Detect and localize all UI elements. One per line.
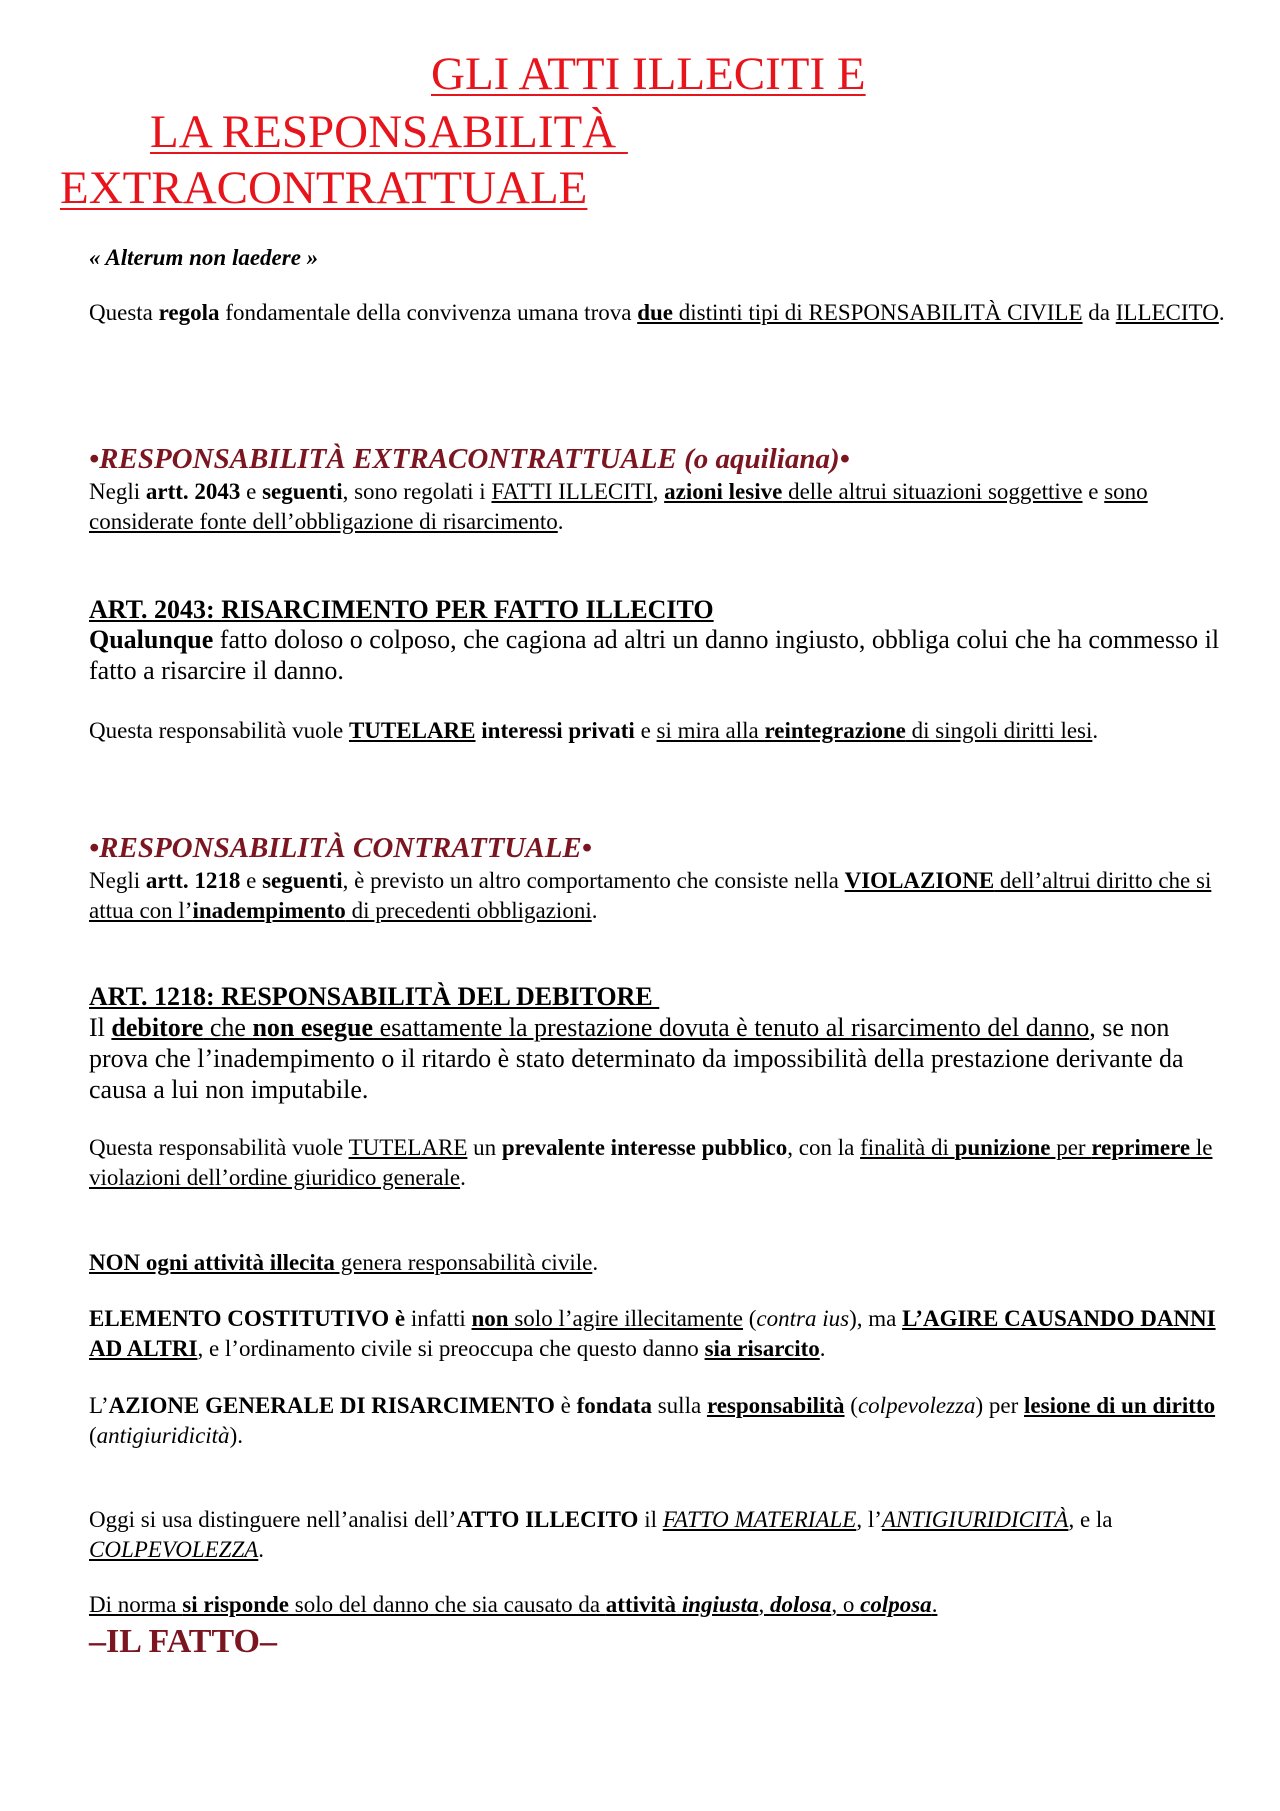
motto: « Alterum non laedere »: [89, 245, 319, 270]
text-run: fatto doloso o colposo, che cagiona ad altri un danno ingiusto, obbliga colui che ha commesso il fatto a risarcire il danno.: [89, 625, 1220, 685]
text-run: ,: [758, 1592, 771, 1617]
text-run: regola: [158, 300, 220, 325]
text-run: .: [931, 1592, 938, 1617]
text-run: NON ogni attività illecita: [89, 1250, 335, 1275]
text-run: (: [743, 1306, 757, 1331]
text-run: solo del danno che sia causato da: [289, 1592, 606, 1617]
text-run: e: [240, 479, 263, 504]
text-run: ingiusta: [676, 1592, 759, 1617]
text-run: delle altrui situazioni soggettive: [782, 479, 1083, 504]
text-run: due: [637, 300, 673, 325]
text-run: infatti: [405, 1306, 472, 1331]
text-run: AZIONE GENERALE DI RISARCIMENTO: [108, 1393, 555, 1418]
text-run: da: [1082, 300, 1116, 325]
text-run: , e la: [1068, 1507, 1113, 1532]
title-line-2: LA RESPONSABILITÀ: [150, 106, 628, 158]
text-run: lesione di un diritto: [1024, 1393, 1216, 1418]
text-run: antigiuridicità: [96, 1423, 230, 1448]
text-run: e: [240, 868, 263, 893]
text-run: Questa responsabilità vuole: [89, 718, 349, 743]
section-heading-extracontrattuale: •RESPONSABILITÀ EXTRACONTRATTUALE (o aquiliana)•: [89, 443, 850, 475]
art-2043-heading: ART. 2043: RISARCIMENTO PER FATTO ILLECITO: [89, 595, 714, 624]
text-run: solo l’agire illecitamente: [508, 1306, 743, 1331]
art-1218-heading: ART. 1218: RESPONSABILITÀ DEL DEBITORE: [89, 982, 660, 1011]
text-run: Negli: [89, 868, 146, 893]
text-run: COLPEVOLEZZA: [89, 1537, 259, 1562]
text-run: , o: [831, 1592, 861, 1617]
section-heading-contrattuale: •RESPONSABILITÀ CONTRATTUALE•: [89, 832, 592, 864]
text-run: Negli: [89, 479, 146, 504]
text-run: , sono regolati i: [342, 479, 492, 504]
text-run: ,: [652, 479, 665, 504]
text-run: ELEMENTO COSTITUTIVO è: [89, 1306, 406, 1331]
text-run: .: [460, 1165, 466, 1190]
contr-aim-paragraph: [89, 1133, 1229, 1193]
text-run: .: [258, 1537, 265, 1562]
text-run: , e l’ordinamento civile si preoccupa che questo danno: [197, 1336, 705, 1361]
text-run: un: [467, 1135, 502, 1160]
oggi-paragraph: [89, 1505, 1229, 1565]
text-run: Qualunque: [89, 625, 214, 654]
text-run: FATTO MATERIALE: [662, 1507, 857, 1532]
text-run: contra ius: [756, 1306, 850, 1331]
text-run: non esegue: [252, 1013, 374, 1042]
text-run: artt. 2043: [145, 479, 241, 504]
text-run: dolosa: [770, 1592, 832, 1617]
text-run: , l’: [856, 1507, 882, 1532]
text-run: ANTIGIURIDICITÀ: [881, 1507, 1069, 1532]
extra-aim-paragraph: [89, 716, 1229, 746]
azione-paragraph: [89, 1391, 1229, 1451]
text-run: fondata: [576, 1393, 652, 1418]
text-run: che: [203, 1013, 253, 1042]
text-run: ILLECITO: [1115, 300, 1219, 325]
text-run: Questa responsabilità vuole: [89, 1135, 349, 1160]
text-run: prevalente interesse pubblico: [501, 1135, 788, 1160]
art-2043-text: [89, 624, 1229, 686]
text-run: le violazioni dell’ordine giuridico generale: [89, 1135, 1213, 1190]
extra-paragraph: [89, 477, 1229, 537]
text-run: è: [554, 1393, 577, 1418]
text-run: .: [819, 1336, 826, 1361]
text-run: esattamente la prestazione dovuta è tenuto al risarcimento del danno: [373, 1013, 1090, 1042]
norma-paragraph: [89, 1590, 1229, 1620]
text-run: , è previsto un altro comportamento che consiste nella: [342, 868, 845, 893]
contr-paragraph: [89, 866, 1229, 926]
text-run: VIOLAZIONE: [844, 868, 995, 893]
text-run: reprimere: [1091, 1135, 1191, 1160]
text-run: finalità di: [860, 1135, 955, 1160]
non-ogni-paragraph: [89, 1248, 1229, 1278]
text-run: ) per: [975, 1393, 1025, 1418]
elemento-paragraph: [89, 1304, 1229, 1364]
text-run: sono considerate fonte dell’obbligazione di risarcimento: [89, 479, 1148, 534]
text-run: si risponde: [182, 1592, 289, 1617]
text-run: Il: [89, 1013, 112, 1042]
text-run: dell’altrui diritto che si attua con l’: [89, 868, 1212, 923]
text-run: attività: [605, 1592, 677, 1617]
text-run: e: [1082, 479, 1105, 504]
text-run: reintegrazione: [764, 718, 906, 743]
text-run: interessi privati: [475, 718, 635, 743]
text-run: .: [1092, 718, 1099, 743]
text-run: debitore: [111, 1013, 204, 1042]
text-run: non: [471, 1306, 509, 1331]
intro-paragraph: [89, 298, 1229, 328]
text-run: L’: [89, 1393, 109, 1418]
section-heading-il-fatto: –IL FATTO–: [89, 1623, 277, 1660]
text-run: colposa: [860, 1592, 932, 1617]
text-run: Questa: [89, 300, 159, 325]
text-run: L’AGIRE CAUSANDO DANNI AD ALTRI: [89, 1306, 1216, 1361]
text-run: di precedenti obbligazioni: [345, 898, 592, 923]
text-run: (: [844, 1393, 858, 1418]
text-run: si mira alla: [656, 718, 765, 743]
text-run: .: [591, 898, 598, 923]
text-run: inadempimento: [192, 898, 346, 923]
text-run: seguenti: [262, 868, 343, 893]
text-run: Oggi si usa distinguere nell’analisi dell’: [89, 1507, 457, 1532]
text-run: responsabilità: [706, 1393, 845, 1418]
text-run: distinti tipi di RESPONSABILITÀ CIVILE: [672, 300, 1083, 325]
text-run: seguenti: [262, 479, 343, 504]
text-run: colpevolezza: [857, 1393, 976, 1418]
title-line-1: GLI ATTI ILLECITI E: [431, 48, 866, 100]
art-1218-text: [89, 1012, 1229, 1105]
text-run: Di norma: [89, 1592, 183, 1617]
text-run: di singoli diritti lesi: [905, 718, 1093, 743]
text-run: , se non prova che l’inadempimento o il ritardo è stato determinato da impossibilità della prestazione derivante da causa a lui non imputabile.: [89, 1013, 1184, 1104]
text-run: genera responsabilità civile: [334, 1250, 593, 1275]
text-run: , con la: [787, 1135, 861, 1160]
text-run: azioni lesive: [664, 479, 783, 504]
text-run: ATTO ILLECITO: [456, 1507, 639, 1532]
text-run: fondamentale della convivenza umana trova: [219, 300, 638, 325]
text-run: per: [1050, 1135, 1092, 1160]
text-run: ).: [229, 1423, 243, 1448]
text-run: il: [638, 1507, 663, 1532]
text-run: .: [592, 1250, 599, 1275]
text-run: .: [557, 509, 564, 534]
text-run: ), ma: [849, 1306, 903, 1331]
text-run: (: [89, 1423, 97, 1448]
text-run: artt. 1218: [145, 868, 241, 893]
text-run: punizione: [954, 1135, 1051, 1160]
title-line-3: EXTRACONTRATTUALE: [60, 162, 588, 214]
text-run: TUTELARE: [348, 718, 476, 743]
text-run: FATTI ILLECITI: [491, 479, 653, 504]
text-run: e: [634, 718, 657, 743]
text-run: sulla: [651, 1393, 707, 1418]
text-run: .: [1218, 300, 1225, 325]
text-run: sia risarcito: [704, 1336, 820, 1361]
text-run: TUTELARE: [348, 1135, 468, 1160]
